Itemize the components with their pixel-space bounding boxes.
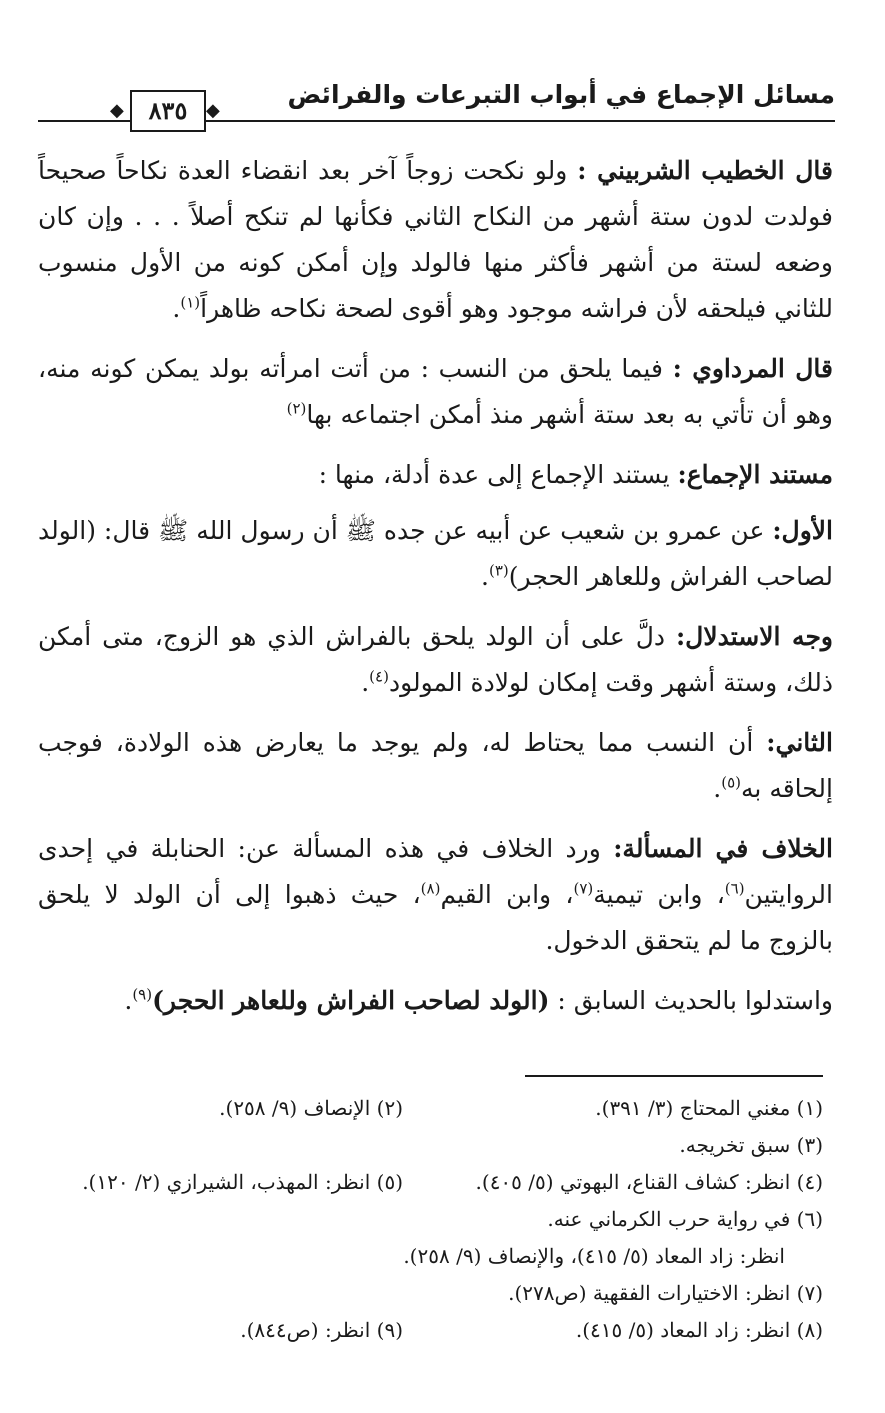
footnote-row (20, 1201, 823, 1238)
paragraph-first-evidence (38, 508, 833, 600)
paragraph-end: . (713, 774, 722, 803)
paragraph-lead: وجه الاستدلال: (675, 622, 833, 651)
footnote-8: (٨) انظر: زاد المعاد (٥/ ٤١٥). (575, 1318, 823, 1342)
footnote-row (20, 1127, 823, 1164)
footnote-row (20, 1164, 823, 1201)
paragraph-text: يستند الإجماع إلى عدة أدلة، منها : (318, 460, 678, 489)
paragraph-end: . (124, 986, 133, 1015)
footnote-5: (٥) انظر: المهذب، الشيرازي (٢/ ١٢٠). (82, 1170, 403, 1194)
footnotes (20, 1090, 823, 1349)
ornament-right-icon: ◆ (206, 100, 220, 121)
main-text (38, 148, 833, 1038)
footnote-ref: (٤) (369, 667, 389, 686)
footnote-1: (١) مغني المحتاج (٣/ ٣٩١). (595, 1096, 823, 1120)
paragraph-text: عن عمرو بن شعيب عن أبيه عن جده ﷺ أن رسول الله ﷺ قال: (الولد لصاحب الفراش وللعاهر الحجر) (38, 516, 833, 591)
footnote-ref: (٧) (573, 879, 594, 898)
paragraph-lead: الأول: (772, 516, 833, 545)
footnote-ref: (٣) (488, 561, 509, 580)
paragraph-text: دلَّ على أن الولد يلحق بالفراش الذي هو الزوج، متى أمكن ذلك، وستة أشهر وقت إمكان لولادة المولود (38, 622, 833, 697)
footnote-row (20, 1275, 823, 1312)
hadith-quote: (الولد لصاحب الفراش وللعاهر الحجر) (152, 986, 550, 1015)
paragraph-lead: الثاني: (766, 728, 833, 757)
ornament-left-icon: ◆ (110, 100, 124, 121)
footnote-2: (٢) الإنصاف (٩/ ٢٥٨). (219, 1096, 403, 1120)
paragraph-text: ورد الخلاف في هذه المسألة عن: الحنابلة في إحدى الروايتين (38, 834, 833, 909)
footnote-4: (٤) انظر: كشاف القناع، البهوتي (٥/ ٤٠٥). (475, 1170, 823, 1194)
paragraph-second-evidence (38, 720, 833, 812)
footnote-ref: (٨) (420, 879, 441, 898)
footnote-9: (٩) انظر: (ص٨٤٤). (240, 1318, 403, 1342)
paragraph-lead: الخلاف في المسألة: (613, 834, 833, 863)
footnote-row (20, 1090, 823, 1127)
page-number: ٨٣٥ (130, 90, 206, 132)
footnote-separator (525, 1075, 823, 1077)
paragraph-end: . (172, 294, 181, 323)
footnote-ref: (١) (180, 293, 201, 312)
footnote-ref: (٢) (286, 399, 307, 418)
paragraph-end: . (361, 668, 370, 697)
footnote-ref: (٩) (132, 985, 153, 1004)
paragraph-end: . (481, 562, 489, 591)
page-header (38, 70, 835, 132)
paragraph-evidence-basis (38, 452, 833, 498)
footnote-row (20, 1238, 823, 1275)
paragraph-text: ، حيث ذهبوا إلى أن الولد لا يلحق بالزوج ما لم يتحقق الدخول. (38, 880, 833, 955)
footnote-3: (٣) سبق تخريجه. (679, 1133, 823, 1157)
footnote-6: (٦) في رواية حرب الكرماني عنه. (547, 1207, 823, 1231)
footnote-ref: (٦) (724, 879, 745, 898)
paragraph-lead: مستند الإجماع: (677, 460, 833, 489)
paragraph-text: فيما يلحق من النسب : من أتت امرأته بولد يمكن كونه منه، وهو أن تأتي به بعد ستة أشهر منذ أمكن اجتماعه بها (38, 354, 833, 429)
running-title: مسائل الإجماع في أبواب التبرعات والفرائض (287, 80, 835, 109)
paragraph-disagreement (38, 826, 833, 964)
paragraph-lead: قال المرداوي : (672, 354, 833, 383)
paragraph-text: ، وابن القيم (440, 880, 574, 909)
paragraph-text: ، وابن تيمية (593, 880, 725, 909)
footnote-6-continuation: انظر: زاد المعاد (٥/ ٤١٥)، والإنصاف (٩/ ٢٥٨). (403, 1244, 785, 1268)
footnote-ref: (٥) (721, 773, 742, 792)
paragraph-mardawi (38, 346, 833, 438)
paragraph-inference (38, 614, 833, 706)
footnote-row (20, 1312, 823, 1349)
paragraph-text: واستدلوا بالحديث السابق : (549, 986, 833, 1015)
paragraph-citation (38, 978, 833, 1024)
paragraph-text: أن النسب مما يحتاط له، ولم يوجد ما يعارض هذه الولادة، فوجب إلحاقه به (38, 728, 833, 803)
paragraph-text: ولو نكحت زوجاً آخر بعد انقضاء العدة نكاحاً صحيحاً فولدت لدون ستة أشهر من النكاح الثاني فكأنها لم تنكح أصلاً . . . وإن كان وضعه لستة من أشهر فأكثر منها فالولد وإن أمكن كونه من الأول منسوب للثاني فيلحقه لأن فراشه موجود وهو أقوى لصحة نكاحه ظاهراً (38, 156, 833, 323)
paragraph-lead: قال الخطيب الشربيني : (577, 156, 833, 185)
paragraph-sharbini (38, 148, 833, 332)
footnote-7: (٧) انظر: الاختيارات الفقهية (ص٢٧٨). (508, 1281, 823, 1305)
